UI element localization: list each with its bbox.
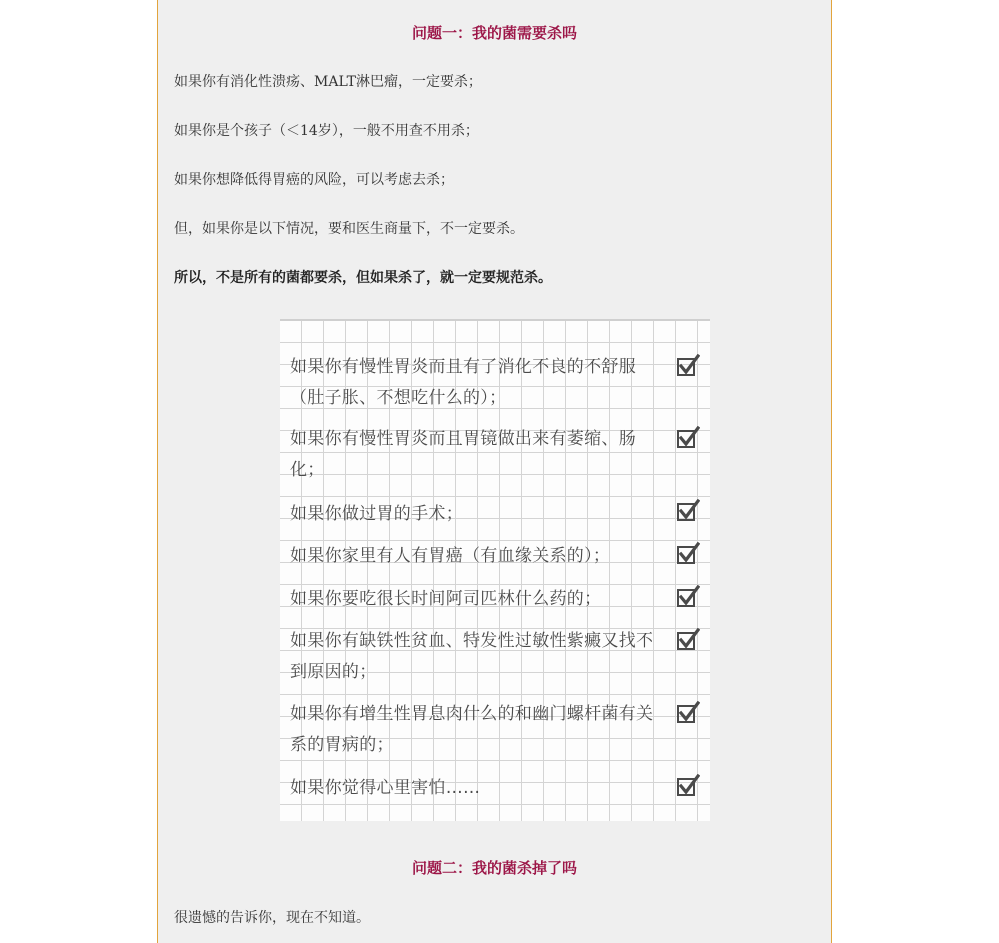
checklist-item-text: 如果你要吃很长时间阿司匹林什么药的；	[290, 589, 602, 609]
paragraph-2: 如果你是个孩子（＜14岁），一般不用查不用杀；	[174, 123, 479, 139]
paragraph-1: 如果你有消化性溃疡、MALT淋巴瘤，一定要杀；	[174, 74, 482, 90]
checklist-item	[290, 773, 668, 804]
checklist-item-text: 如果你做过胃的手术；	[290, 504, 463, 524]
checklist-item	[290, 424, 668, 486]
checklist-item	[290, 626, 668, 688]
checklist-item-text: 如果你觉得心里害怕……	[290, 778, 481, 798]
checkbox-checked-icon	[676, 628, 700, 652]
checkbox-checked-icon	[676, 354, 700, 378]
checklist-item-text: 如果你有缺铁性贫血、特发性过敏性紫癜又找不到原因的；	[290, 631, 654, 682]
heading-question-2: 问题二：我的菌杀掉了吗	[411, 859, 577, 877]
checklist-item-text: 如果你家里有人有胃癌（有血缘关系的）；	[290, 546, 611, 566]
checklist-image	[280, 319, 710, 821]
checklist-item	[290, 352, 668, 414]
checklist-item-text: 如果你有慢性胃炎而且胃镜做出来有萎缩、肠化；	[290, 429, 636, 480]
checkbox-checked-icon	[676, 542, 700, 566]
checklist-item	[290, 499, 668, 530]
article-body	[157, 0, 832, 943]
paragraph-4: 但，如果你是以下情况，要和医生商量下，不一定要杀。	[174, 221, 524, 237]
checkbox-checked-icon	[676, 499, 700, 523]
checklist-item	[290, 699, 668, 761]
checklist-item	[290, 584, 668, 615]
checklist-item-text: 如果你有慢性胃炎而且有了消化不良的不舒服（肚子胀、不想吃什么的）；	[290, 357, 636, 408]
heading-question-1: 问题一：我的菌需要杀吗	[411, 24, 577, 42]
checklist-item	[290, 541, 668, 572]
checkbox-checked-icon	[676, 585, 700, 609]
checklist-item-text: 如果你有增生性胃息肉什么的和幽门螺杆菌有关系的胃病的；	[290, 704, 654, 755]
checkbox-checked-icon	[676, 774, 700, 798]
checkbox-checked-icon	[676, 426, 700, 450]
checkbox-checked-icon	[676, 701, 700, 725]
paragraph-3: 如果你想降低得胃癌的风险，可以考虑去杀；	[174, 172, 454, 188]
paragraph-conclusion: 所以，不是所有的菌都要杀，但如果杀了，就一定要规范杀。	[174, 270, 552, 286]
paragraph-last: 很遗憾的告诉你，现在不知道。	[174, 910, 370, 926]
